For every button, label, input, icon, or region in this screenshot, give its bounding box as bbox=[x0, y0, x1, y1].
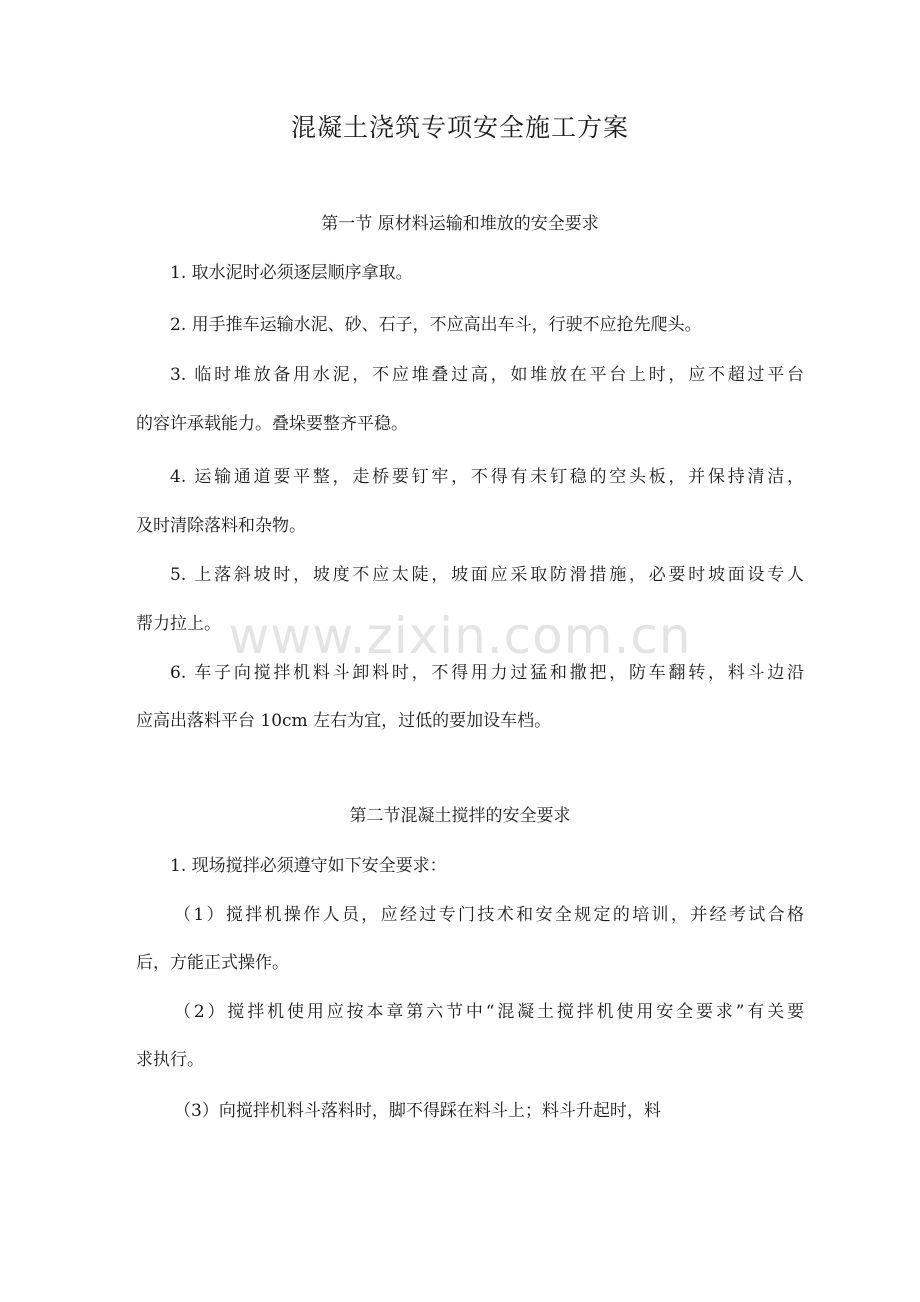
paragraph-line: 后，方能正式操作。 bbox=[136, 953, 289, 973]
paragraph-line: 的容许承载能力。叠垛要整齐平稳。 bbox=[136, 414, 408, 434]
paragraph-line: 4. 运输通道要平整，走桥要钉牢，不得有未钉稳的空头板，并保持清洁， bbox=[170, 467, 804, 487]
paragraph-line: 应高出落料平台 10cm 左右为宜，过低的要加设车档。 bbox=[136, 711, 552, 731]
document-title: 混凝土浇筑专项安全施工方案 bbox=[290, 113, 629, 142]
watermark: www.zixin.com.cn bbox=[228, 607, 692, 665]
paragraph-line: 2. 用手推车运输水泥、砂、石子，不应高出车斗，行驶不应抢先爬头。 bbox=[170, 315, 702, 335]
section-heading-2: 第二节混凝土搅拌的安全要求 bbox=[349, 806, 571, 826]
paragraph-line: 1. 取水泥时必须逐层顺序拿取。 bbox=[170, 263, 413, 283]
paragraph-line: 3. 临时堆放备用水泥，不应堆叠过高，如堆放在平台上时，应不超过平台 bbox=[170, 365, 804, 385]
paragraph-line: （3）向搅拌机料斗落料时，脚不得踩在料斗上；料斗升起时，料 bbox=[174, 1101, 661, 1121]
section-heading-1: 第一节 原材料运输和堆放的安全要求 bbox=[321, 214, 599, 234]
paragraph-line: 6. 车子向搅拌机料斗卸料时，不得用力过猛和撒把，防车翻转，料斗边沿 bbox=[170, 663, 804, 683]
paragraph-line: 求执行。 bbox=[136, 1050, 204, 1070]
paragraph-line: 帮力拉上。 bbox=[136, 614, 221, 634]
paragraph-line: 1. 现场搅拌必须遵守如下安全要求： bbox=[170, 856, 447, 876]
paragraph-line: 及时清除落料和杂物。 bbox=[136, 516, 306, 536]
paragraph-line: （2）搅拌机使用应按本章第六节中“混凝土搅拌机使用安全要求”有关要 bbox=[174, 1002, 804, 1022]
paragraph-line: （1）搅拌机操作人员，应经过专门技术和安全规定的培训，并经考试合格 bbox=[174, 905, 804, 925]
paragraph-line: 5. 上落斜坡时，坡度不应太陡，坡面应采取防滑措施，必要时坡面设专人 bbox=[170, 565, 804, 585]
